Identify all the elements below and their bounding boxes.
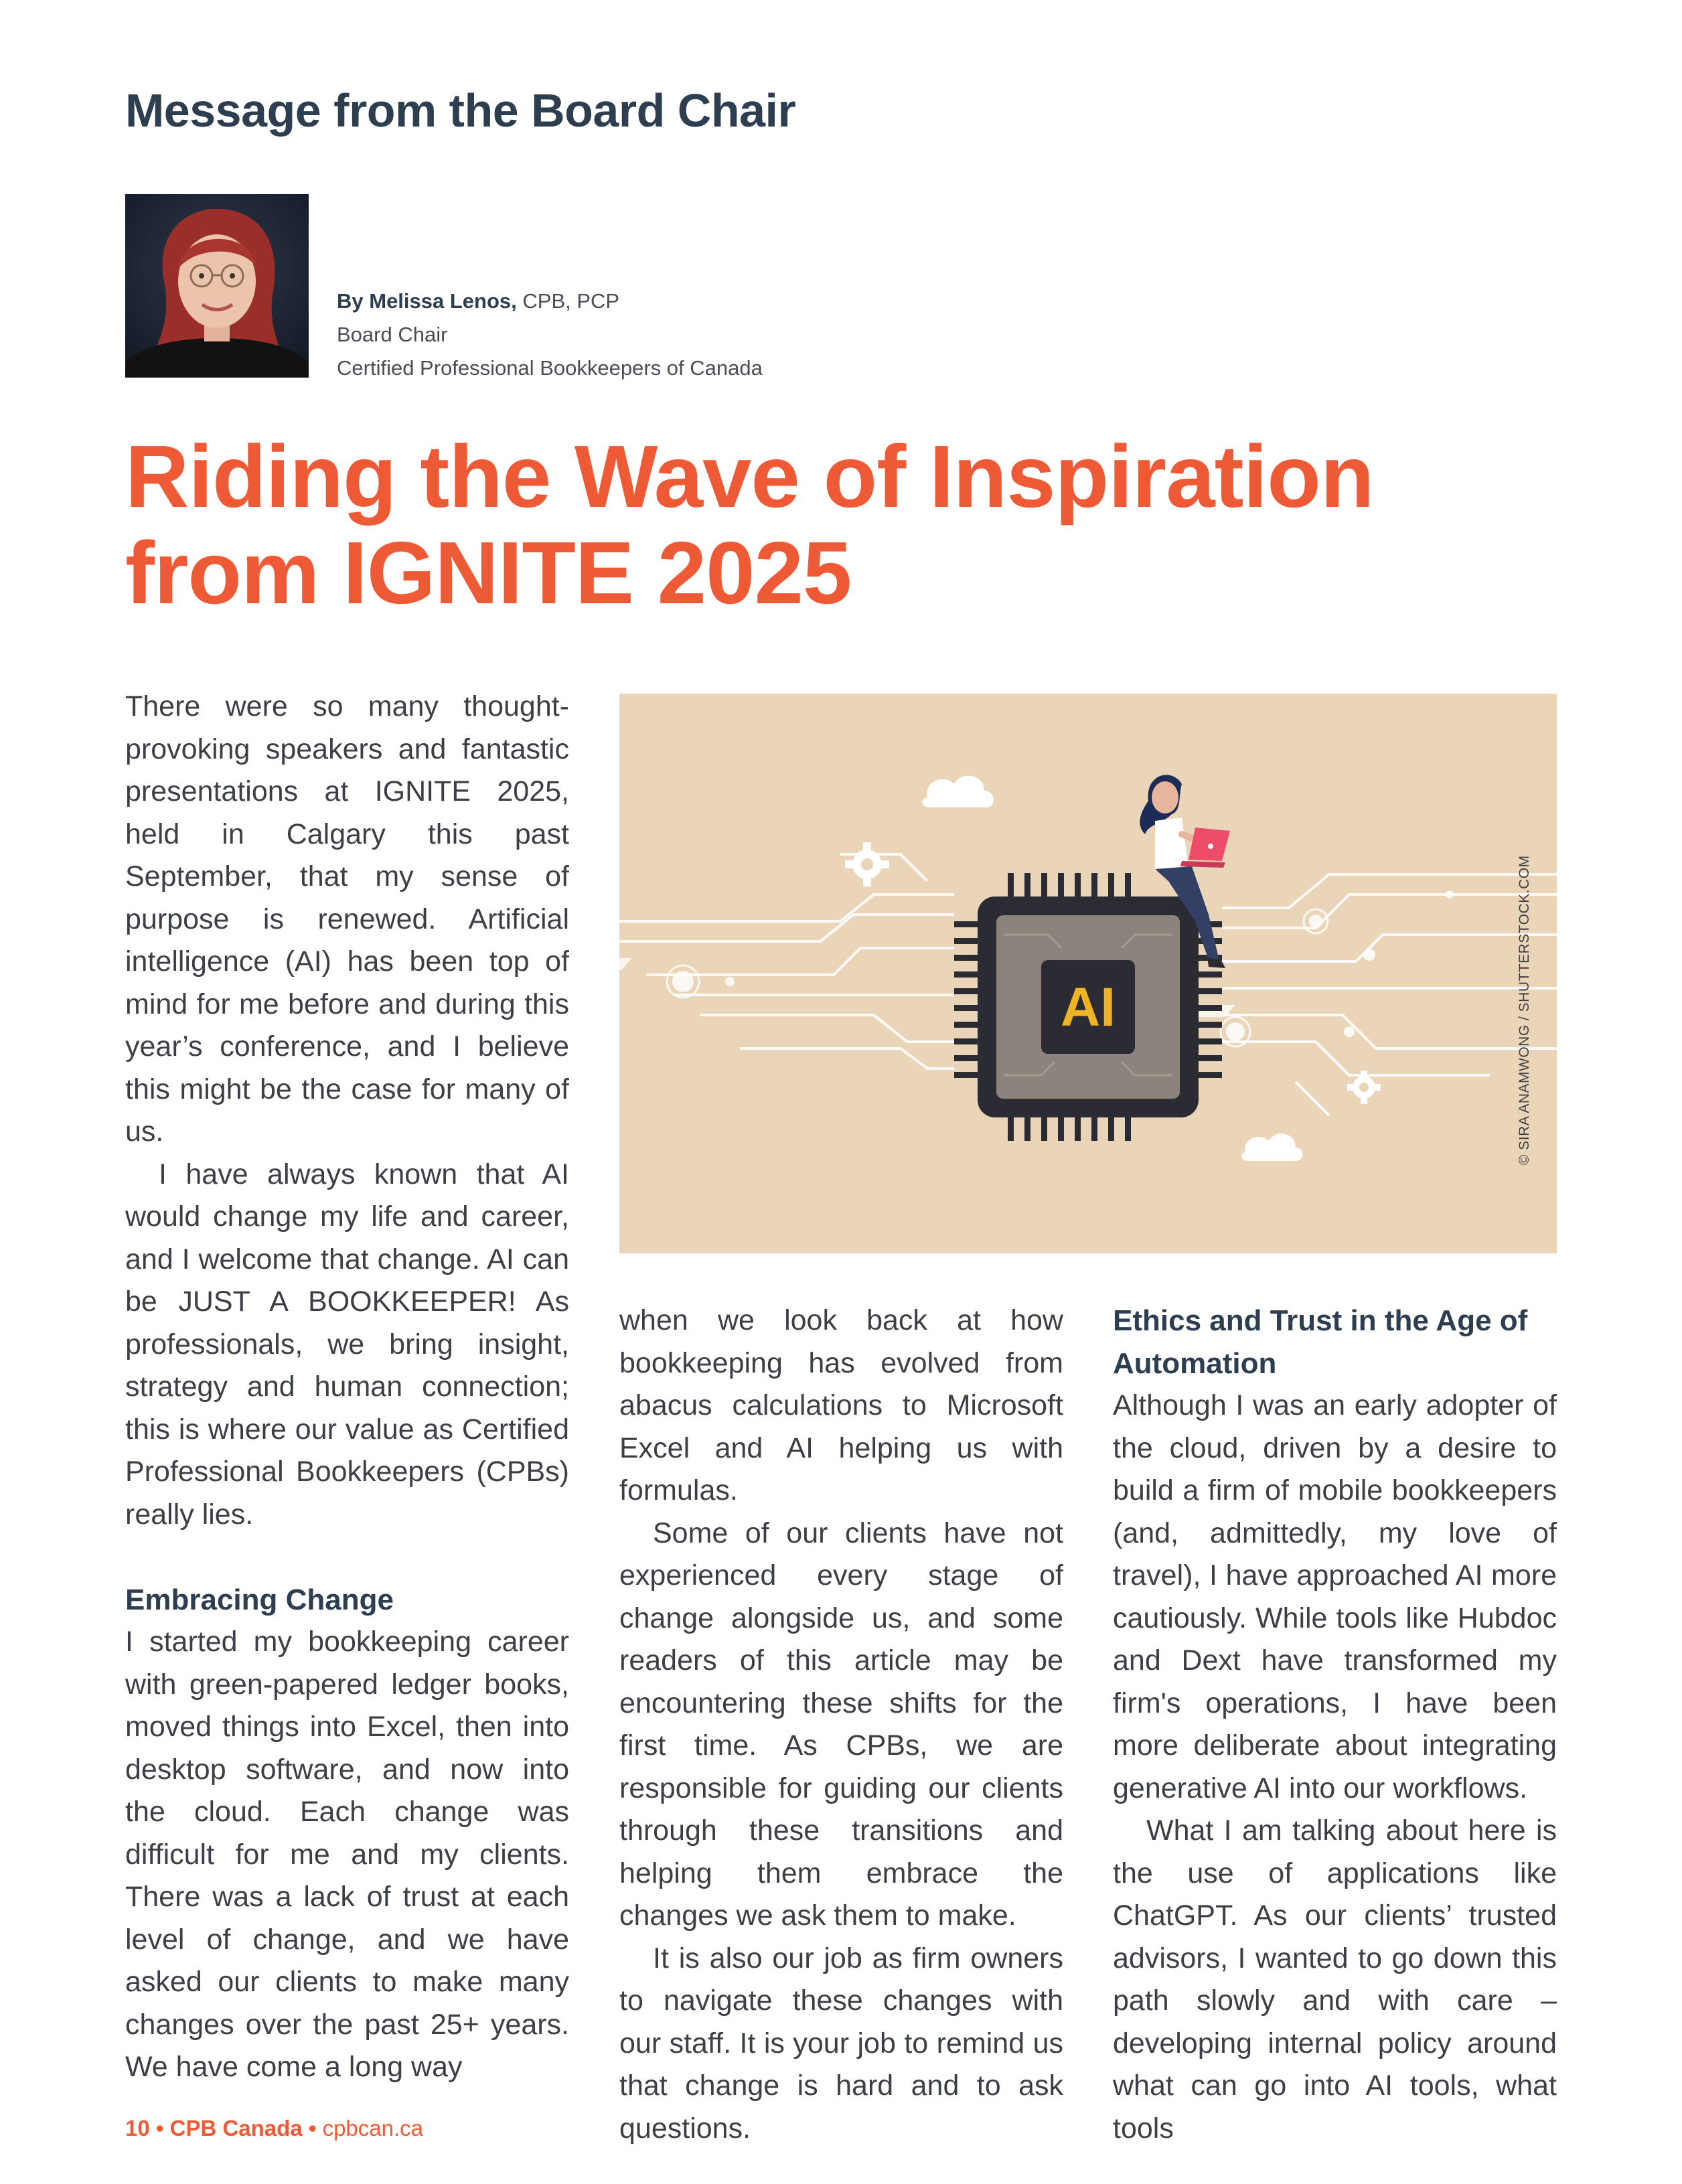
article-column-1 bbox=[125, 686, 569, 2089]
paragraph: Some of our clients have not experienced every stage of change alongside us, and some readers of this article may be encountering these shifts for the first time. As CPBs, we are responsible for guiding our clients through these transitions and helping them embrace the changes we ask them to make. bbox=[619, 1516, 1063, 1932]
article-column-2 bbox=[619, 1300, 1063, 2150]
page-number: 10 bbox=[125, 2116, 150, 2140]
headline-line-2: from IGNITE 2025 bbox=[125, 524, 852, 622]
paragraph: Although I was an early adopter of the cloud, driven by a desire to build a firm of mobile bookkeepers (and, admittedly, my love of travel), I have approached AI more cautiously. While tools like Hubdoc and Dext have transformed my firm's operations, I have been more deliberate about integrating generative AI into our workflows. bbox=[1113, 1389, 1557, 1804]
paragraph: I started my bookkeeping career with green-papered ledger books, moved things into Excel, then into desktop software, and now into the cloud. Each change was difficult for me and my clients. There was a lack of trust at each level of change, and we have asked our clients to make many changes over the past 25+ years. We have come a long way bbox=[125, 1626, 569, 2083]
paragraph: when we look back at how bookkeeping has evolved from abacus calculations to Microsoft Excel and AI helping us with formulas. bbox=[619, 1304, 1063, 1506]
ai-chip-label: AI bbox=[1061, 977, 1116, 1038]
author-role: Board Chair bbox=[337, 323, 448, 346]
footer-brand: CPB Canada bbox=[169, 2116, 303, 2140]
author-organization: Certified Professional Bookkeepers of Canada bbox=[337, 356, 763, 380]
photo-credit: © SIRA ANAMWONG / SHUTTERSTOCK.COM bbox=[1517, 855, 1532, 1165]
author-photo bbox=[125, 194, 309, 378]
article-column-3 bbox=[1113, 1300, 1557, 2150]
ai-illustration-graphic bbox=[619, 694, 1557, 1253]
page-footer bbox=[125, 2116, 423, 2141]
author-portrait-image bbox=[125, 194, 309, 378]
subheading-embracing-change: Embracing Change bbox=[125, 1583, 394, 1616]
paragraph: I have always known that AI would change my life and career, and I welcome that change. AI can be JUST A BOOKKEEPER! As professionals, we bring insight, strategy and human connection; this is where our value as Certified Professional Bookkeepers (CPBs) really lies. bbox=[125, 1158, 569, 1531]
author-name: By Melissa Lenos, bbox=[337, 289, 517, 313]
footer-url-link[interactable]: cpbcan.ca bbox=[322, 2116, 423, 2140]
article-headline bbox=[125, 428, 1565, 621]
subheading-ethics-and-trust: Ethics and Trust in the Age of Automation bbox=[1113, 1304, 1528, 1380]
footer-separator: • bbox=[149, 2116, 170, 2140]
section-title: Message from the Board Chair bbox=[125, 84, 796, 137]
headline-line-1: Riding the Wave of Inspiration bbox=[125, 427, 1374, 526]
footer-separator-2: • bbox=[302, 2116, 323, 2140]
author-credentials: CPB, PCP bbox=[516, 289, 620, 313]
author-name-line bbox=[337, 285, 763, 318]
paragraph: There were so many thought-provoking speakers and fantastic presentations at IGNITE 2025, held in Calgary this past September, that my sense of purpose is renewed. Artificial intelligence (AI) has been top of mind for me before and during this year’s conference, and I believe this might be the case for many of us. bbox=[125, 690, 569, 1148]
paragraph: What I am talking about here is the use of applications like ChatGPT. As our clients’ trusted advisors, I wanted to go down this path slowly and with care – developing internal policy around what can go into AI tools, what tools bbox=[1113, 1814, 1557, 2144]
paragraph: It is also our job as firm owners to navigate these changes with our staff. It is your job to remind us that change is hard and to ask questions. bbox=[619, 1942, 1063, 2144]
author-byline bbox=[337, 285, 763, 385]
ai-chip-illustration bbox=[619, 694, 1557, 1253]
